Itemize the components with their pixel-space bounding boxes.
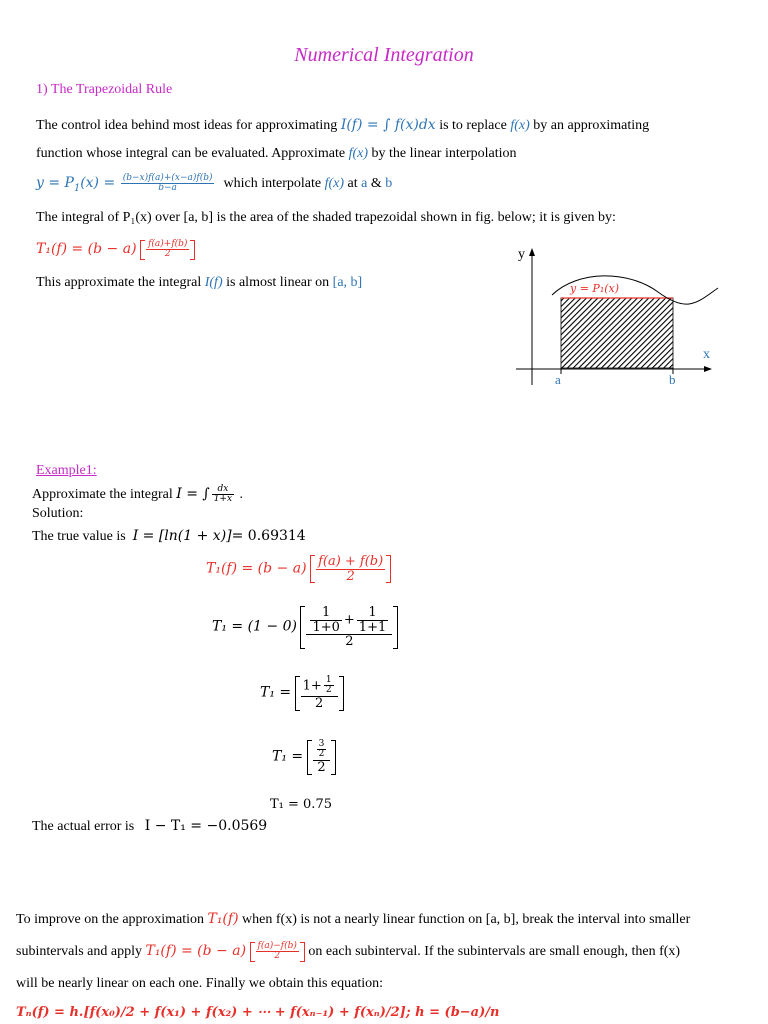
trapezoid-formula — [36, 240, 195, 260]
intro-text: This approximate the integral — [36, 275, 205, 290]
if-symbol: I(f) — [204, 275, 223, 290]
section-heading: 1) The Trapezoidal Rule — [36, 82, 173, 97]
integral-symbol: I = ∫ — [176, 486, 210, 503]
fx-symbol: f(x) — [510, 118, 530, 133]
improve-text: when f(x) is not a nearly linear function on [a, b], break the interval into smaller — [238, 912, 691, 927]
integrand: $\frac{dx}{1+x}$ — [213, 484, 233, 505]
improve-text: To improve on the approximation — [16, 912, 208, 927]
interp-text: which interpolate — [223, 176, 325, 192]
step-1 — [206, 555, 391, 583]
intro-text: function whose integral can be evaluated. Approximate — [36, 146, 349, 161]
point-b: b — [385, 176, 393, 192]
interp-fraction: $\frac{(b-x)f(a)+(x-a)f(b)}{b-a}$ — [122, 173, 213, 194]
intro-line-2 — [36, 146, 517, 162]
x-axis-arrow — [704, 366, 712, 372]
improve-text: on each subinterval. If the subintervals are small enough, then f(x) — [304, 944, 681, 960]
error-line — [32, 818, 267, 835]
shaded-trapezoid — [561, 298, 673, 368]
a-label: a — [555, 372, 561, 387]
intro-text: by the linear interpolation — [368, 146, 517, 161]
step4-lhs: T₁ = — [272, 748, 304, 765]
example-question: Approximate the integral I = ∫ $\frac{dx}{1+x}$ . — [32, 484, 244, 505]
intro-line-3: The integral of P₁(x) over [a, b] is the area of the shaded trapezoidal shown in fig. below; it is given by: — [36, 210, 616, 225]
interpolation-line — [36, 174, 392, 194]
step-3 — [260, 676, 344, 711]
fx-symbol: f(x) — [348, 146, 368, 161]
improve-line-1 — [16, 911, 690, 928]
composite-formula: Tₙ(f) = h.[f(x₀)/2 + f(x₁) + f(x₂) + ⋯ + f(xₙ₋₁) + f(xₙ)/2]; h = (b−a)/n — [16, 1005, 500, 1020]
example-heading: Example1: — [36, 463, 97, 478]
example-text: Approximate the integral — [32, 487, 177, 503]
interp-text: at — [344, 176, 362, 192]
improve-fraction: $\frac{f(a)-f(b)}{2}$ — [257, 941, 297, 962]
improve-line-2 — [16, 942, 680, 962]
true-math: I = [ln(1 + x)] — [132, 528, 232, 544]
interval: [a, b] — [332, 275, 363, 290]
step3-lhs: T₁ = — [260, 684, 292, 701]
interp-text: & — [367, 176, 386, 192]
step1-lhs: T₁(f) = (b − a) — [206, 560, 307, 577]
step4-fraction: $\frac{\frac{3}{2}}{2}$ — [313, 740, 331, 775]
step-4 — [272, 740, 336, 775]
point-a: a — [361, 176, 368, 192]
error-value: I − T₁ = −0.0569 — [144, 818, 268, 834]
error-label: The actual error is — [32, 819, 135, 834]
formula-lhs: T₁(f) = (b − a) — [36, 241, 137, 258]
formula-fraction: $\frac{f(a)+f(b)}{2}$ — [148, 239, 188, 260]
intro-line-1 — [36, 117, 649, 134]
intro-text: by an approximating — [529, 118, 650, 133]
trapezoid-figure — [508, 240, 728, 400]
improve-line-3: will be nearly linear on each one. Finally we obtain this equation: — [16, 976, 384, 991]
x-axis-label: x — [703, 347, 710, 362]
y-axis-label: y — [518, 247, 525, 262]
true-value-line — [32, 528, 306, 545]
y-axis-arrow — [529, 248, 535, 256]
true-label: The true value is — [32, 529, 126, 544]
curve-label: y = P₁(x) — [570, 282, 620, 295]
step-2 — [212, 606, 398, 649]
intro-text: The control idea behind most ideas for approximating — [36, 118, 341, 133]
page-title: Numerical Integration — [294, 44, 474, 66]
solution-label: Solution: — [32, 506, 84, 521]
intro-line-4 — [36, 275, 362, 291]
t1-formula: T₁(f) = (b − a) — [145, 943, 247, 960]
true-value: = 0.69314 — [231, 528, 306, 544]
t1-ref: T₁(f) — [207, 911, 239, 927]
improve-text: subintervals and apply — [16, 944, 146, 960]
step2-fraction: $\frac{1}{1+0}$ + $\frac{1}{1+1}$ 2 — [306, 606, 392, 649]
integral-formula: I(f) = ∫ f(x)dx — [340, 117, 436, 133]
intro-text: is to replace — [439, 118, 511, 133]
interp-lhs: $y = P_1(x)$ = — [36, 175, 116, 194]
intro-text: is almost linear on — [222, 275, 333, 290]
b-label: b — [669, 372, 676, 387]
step3-fraction: 1+ $\frac{1}{2}$ 2 — [301, 676, 338, 711]
fx-symbol: f(x) — [324, 176, 344, 192]
step1-fraction: $\frac{f(a) + f(b)}{2}$ — [318, 554, 384, 584]
step-5: T₁ = 0.75 — [270, 797, 332, 812]
step2-lhs: T₁ = (1 − 0) — [212, 618, 297, 635]
